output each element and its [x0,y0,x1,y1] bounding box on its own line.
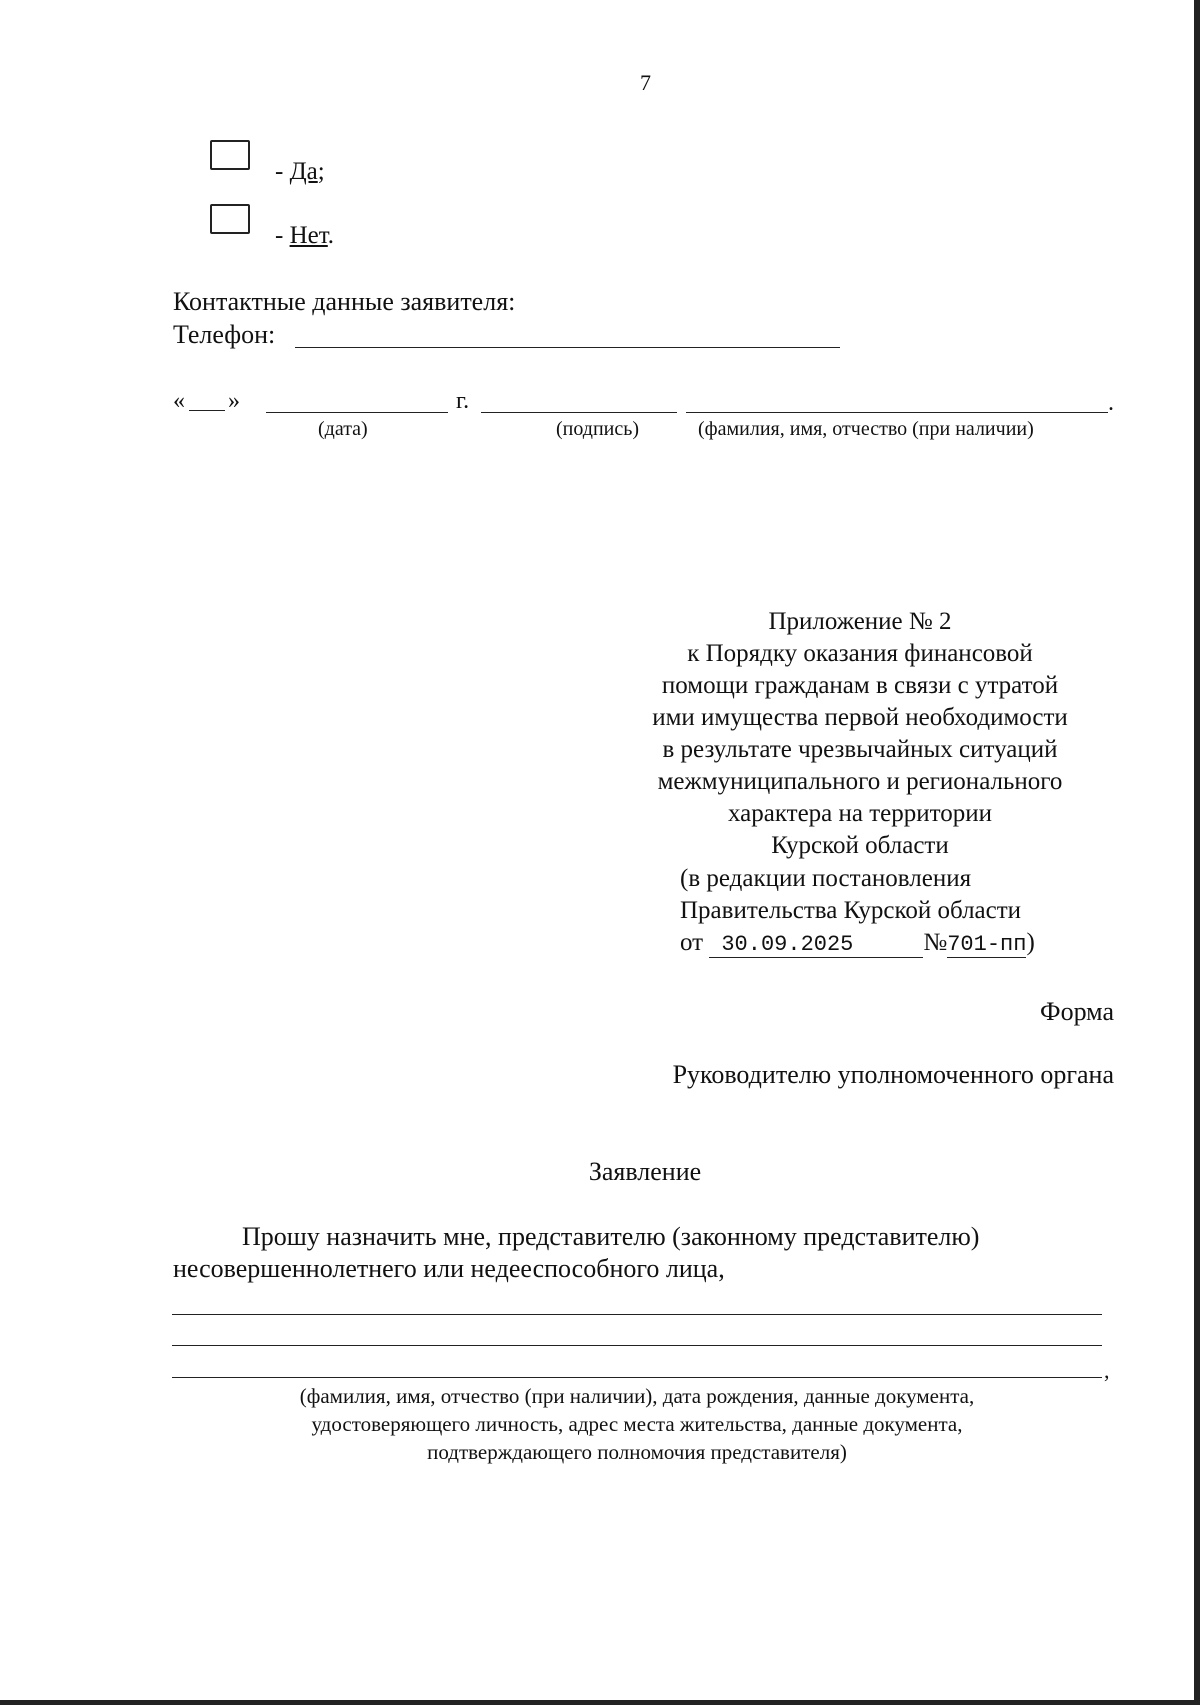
appendix-line: к Порядку оказания финансовой [687,640,1033,667]
appendix-line: характера на территории [727,800,993,827]
signature-caption: (подпись) [556,418,640,440]
day-quote-open: « [173,388,185,414]
form-label: Форма [1040,997,1114,1026]
phone-field-line[interactable] [295,347,840,348]
body-line-2: несовершеннолетнего или недееспособного лица, [173,1254,725,1283]
no-checkbox[interactable] [210,204,250,234]
edition-date: 30.09.2025 [721,932,854,957]
edition-number: 701-пп [947,932,1027,957]
edition-line: (в редакции постановления [680,865,972,892]
yes-checkbox[interactable] [210,140,250,170]
year-mark: г. [456,388,470,414]
applicant-details-line-3[interactable] [172,1377,1102,1378]
caption-line: удостоверяющего личность, адрес места жительства, данные документа, [311,1412,963,1436]
applicant-details-line-2[interactable] [172,1345,1102,1346]
appendix-line: помощи гражданам в связи с утратой [661,672,1059,699]
day-quote-close: » [228,388,240,414]
end-dot: . [1108,390,1114,416]
addressee: Руководителю уполномоченного органа [672,1060,1114,1089]
full-name-caption: (фамилия, имя, отчество (при наличии) [698,418,1034,440]
caption-line: (фамилия, имя, отчество (при наличии), дата рождения, данные документа, [299,1384,975,1408]
signature-field-line[interactable] [481,412,677,413]
appendix-header [620,606,1100,862]
scan-edge-right [1194,0,1200,1705]
scan-edge-bottom [0,1700,1200,1705]
phone-label: Телефон: [173,320,276,349]
trailing-comma: , [1104,1358,1110,1383]
edition-date-field [709,931,923,958]
edition-note [680,863,1035,959]
appendix-line: межмуниципального и регионального [657,768,1063,795]
edition-reference [680,927,1035,959]
applicant-details-line-1[interactable] [172,1314,1102,1315]
edition-number-sign: № [923,929,948,956]
contacts-heading: Контактные данные заявителя: [173,287,516,316]
full-name-field-line[interactable] [686,412,1108,413]
page-number: 7 [640,70,651,95]
no-option-label: - Нет. [275,222,335,249]
appendix-line: в результате чрезвычайных ситуаций [662,736,1058,763]
applicant-details-caption [172,1382,1102,1466]
appendix-line: Приложение № 2 [768,608,952,635]
appendix-line: ими имущества первой необходимости [652,704,1068,731]
yes-option-label: - Да; [275,158,325,185]
edition-line: Правительства Курской области [680,897,1022,924]
edition-from: от [680,929,704,956]
body-line-1: Прошу назначить мне, представителю (законному представителю) [242,1222,980,1251]
document-title: Заявление [588,1157,702,1186]
caption-line: подтверждающего полномочия представителя) [427,1440,847,1464]
edition-number-field [947,931,1026,958]
appendix-line: Курской области [771,832,949,859]
day-field-line[interactable] [189,410,225,411]
date-field-line[interactable] [266,412,448,413]
date-caption: (дата) [318,418,368,440]
edition-close: ) [1026,929,1035,956]
